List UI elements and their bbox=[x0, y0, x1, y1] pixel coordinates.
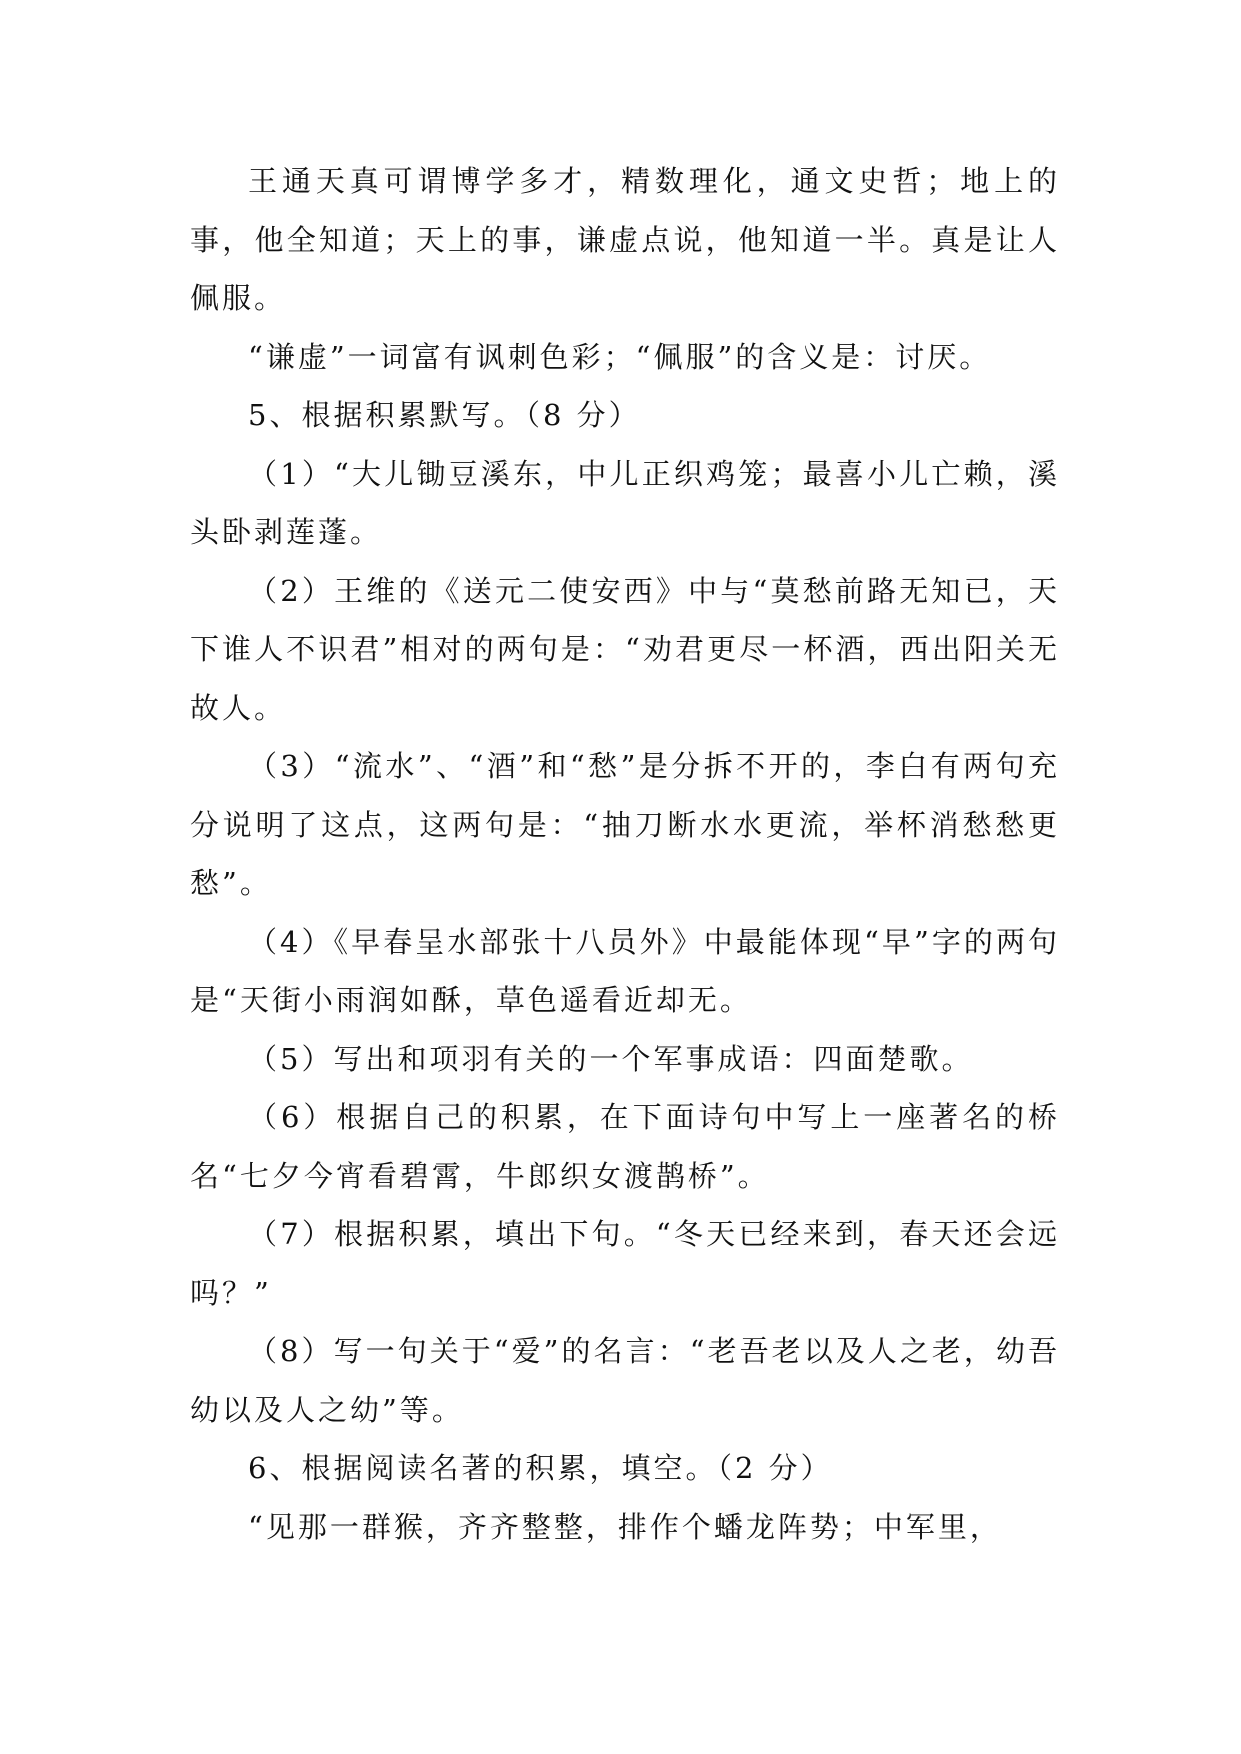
question-5-item-5: （5）写出和项羽有关的一个军事成语：四面楚歌。 bbox=[248, 1041, 974, 1076]
question-5-item-3: （3）“流水”、“酒”和“愁”是分拆不开的，李白有两句充分说明了这点，这两句是：“抽刀断水水更流，举杯消愁愁更愁”。 bbox=[190, 749, 1060, 900]
question-5-item-8: （8）写一句关于“爱”的名言：“老吾老以及人之老，幼吾幼以及人之幼”等。 bbox=[190, 1334, 1060, 1427]
question-5-item-6: （6）根据自己的积累，在下面诗句中写上一座著名的桥名“七夕今宵看碧霄，牛郎织女渡鹊桥”。 bbox=[190, 1100, 1060, 1193]
question-5-item-7: （7）根据积累，填出下句。“冬天已经来到，春天还会远吗？” bbox=[190, 1217, 1060, 1310]
question-6-passage: “见那一群猴，齐齐整整，排作个蟠龙阵势；中军里， bbox=[248, 1509, 1002, 1544]
question-6-heading: 6、根据阅读名著的积累，填空。（2 分） bbox=[248, 1451, 833, 1485]
question-5-item-1: （1）“大儿锄豆溪东，中儿正织鸡笼；最喜小儿亡赖，溪头卧剥莲蓬。 bbox=[190, 456, 1060, 549]
question-5-heading: 5、根据积累默写。（8 分） bbox=[248, 398, 641, 432]
paragraph-wang-tongtian: 王通天真可谓博学多才，精数理化，通文史哲；地上的事，他全知道；天上的事，谦虚点说，他知道一半。真是让人佩服。 bbox=[190, 164, 1060, 315]
question-5-item-4: （4）《早春呈水部张十八员外》中最能体现“早”字的两句是“天街小雨润如酥，草色遥看近却无。 bbox=[190, 924, 1060, 1017]
paragraph-qianxu-peifu: “谦虚”一词富有讽刺色彩；“佩服”的含义是：讨厌。 bbox=[248, 339, 992, 374]
document-body bbox=[190, 152, 1060, 1556]
question-5-item-2: （2）王维的《送元二使安西》中与“莫愁前路无知已，天下谁人不识君”相对的两句是：“劝君更尽一杯酒，西出阳关无故人。 bbox=[190, 573, 1060, 725]
